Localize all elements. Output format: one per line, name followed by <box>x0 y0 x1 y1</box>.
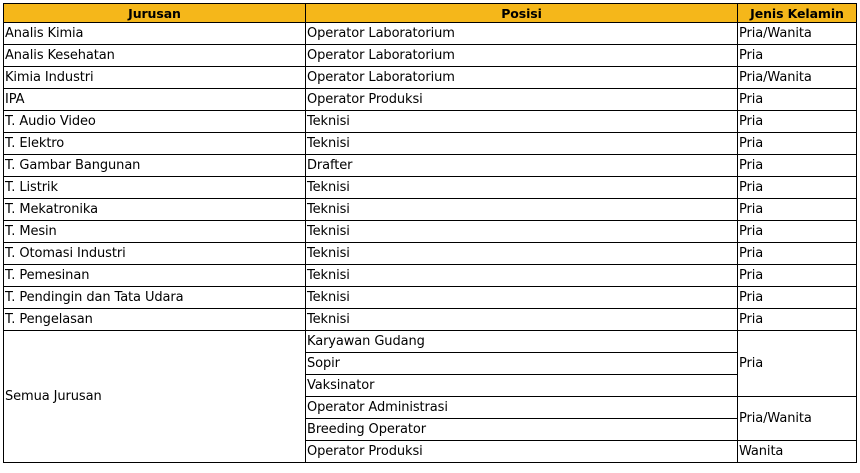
cell-jurusan: T. Otomasi Industri <box>4 243 306 265</box>
cell-posisi: Teknisi <box>306 243 738 265</box>
cell-jurusan: T. Pengelasan <box>4 309 306 331</box>
table-row <box>4 199 857 221</box>
table-row <box>4 309 857 331</box>
cell-jurusan: T. Gambar Bangunan <box>4 155 306 177</box>
cell-jurusan: T. Listrik <box>4 177 306 199</box>
table-row <box>4 243 857 265</box>
cell-posisi: Drafter <box>306 155 738 177</box>
header-posisi: Posisi <box>306 4 738 23</box>
cell-jenis-kelamin: Pria <box>738 199 857 221</box>
table-row <box>4 287 857 309</box>
table-row <box>4 265 857 287</box>
table-row <box>4 111 857 133</box>
cell-jurusan: T. Pemesinan <box>4 265 306 287</box>
cell-jurusan: T. Mekatronika <box>4 199 306 221</box>
header-row <box>4 4 857 23</box>
cell-jenis-kelamin: Pria/Wanita <box>738 23 857 45</box>
cell-posisi: Operator Laboratorium <box>306 45 738 67</box>
cell-jenis-kelamin: Pria <box>738 45 857 67</box>
cell-posisi: Operator Laboratorium <box>306 67 738 89</box>
header-jenis-kelamin: Jenis Kelamin <box>738 4 857 23</box>
cell-jurusan: T. Audio Video <box>4 111 306 133</box>
cell-posisi: Operator Administrasi <box>306 397 738 419</box>
cell-posisi: Vaksinator <box>306 375 738 397</box>
cell-jurusan: T. Pendingin dan Tata Udara <box>4 287 306 309</box>
cell-jenis-kelamin: Pria <box>738 243 857 265</box>
table-row <box>4 331 857 353</box>
table-row <box>4 45 857 67</box>
cell-posisi: Sopir <box>306 353 738 375</box>
cell-jurusan: IPA <box>4 89 306 111</box>
cell-jenis-kelamin: Pria <box>738 133 857 155</box>
cell-posisi: Operator Produksi <box>306 441 738 463</box>
cell-posisi: Teknisi <box>306 199 738 221</box>
jurusan-table <box>3 3 857 463</box>
cell-posisi: Teknisi <box>306 133 738 155</box>
cell-jenis-kelamin: Pria <box>738 221 857 243</box>
cell-posisi: Operator Laboratorium <box>306 23 738 45</box>
cell-jenis-kelamin: Pria/Wanita <box>738 397 857 441</box>
cell-jurusan: T. Mesin <box>4 221 306 243</box>
cell-jurusan: T. Elektro <box>4 133 306 155</box>
header-jurusan: Jurusan <box>4 4 306 23</box>
cell-posisi: Teknisi <box>306 265 738 287</box>
cell-jenis-kelamin: Pria <box>738 265 857 287</box>
cell-jurusan: Analis Kesehatan <box>4 45 306 67</box>
cell-jurusan-semua: Semua Jurusan <box>4 331 306 463</box>
cell-posisi: Teknisi <box>306 221 738 243</box>
cell-jenis-kelamin: Pria <box>738 287 857 309</box>
cell-posisi: Breeding Operator <box>306 419 738 441</box>
cell-posisi: Teknisi <box>306 287 738 309</box>
table-row <box>4 67 857 89</box>
cell-jenis-kelamin: Pria <box>738 177 857 199</box>
table-row <box>4 133 857 155</box>
table-row <box>4 221 857 243</box>
cell-jurusan: Analis Kimia <box>4 23 306 45</box>
cell-jenis-kelamin: Pria <box>738 309 857 331</box>
cell-jenis-kelamin: Pria <box>738 331 857 397</box>
cell-posisi: Teknisi <box>306 309 738 331</box>
cell-jenis-kelamin: Pria/Wanita <box>738 67 857 89</box>
table-row <box>4 23 857 45</box>
cell-jenis-kelamin: Pria <box>738 155 857 177</box>
cell-posisi: Teknisi <box>306 177 738 199</box>
cell-posisi: Karyawan Gudang <box>306 331 738 353</box>
cell-jurusan: Kimia Industri <box>4 67 306 89</box>
table-row <box>4 155 857 177</box>
table-row <box>4 89 857 111</box>
table-row <box>4 177 857 199</box>
cell-posisi: Teknisi <box>306 111 738 133</box>
cell-jenis-kelamin: Wanita <box>738 441 857 463</box>
cell-jenis-kelamin: Pria <box>738 89 857 111</box>
cell-jenis-kelamin: Pria <box>738 111 857 133</box>
cell-posisi: Operator Produksi <box>306 89 738 111</box>
